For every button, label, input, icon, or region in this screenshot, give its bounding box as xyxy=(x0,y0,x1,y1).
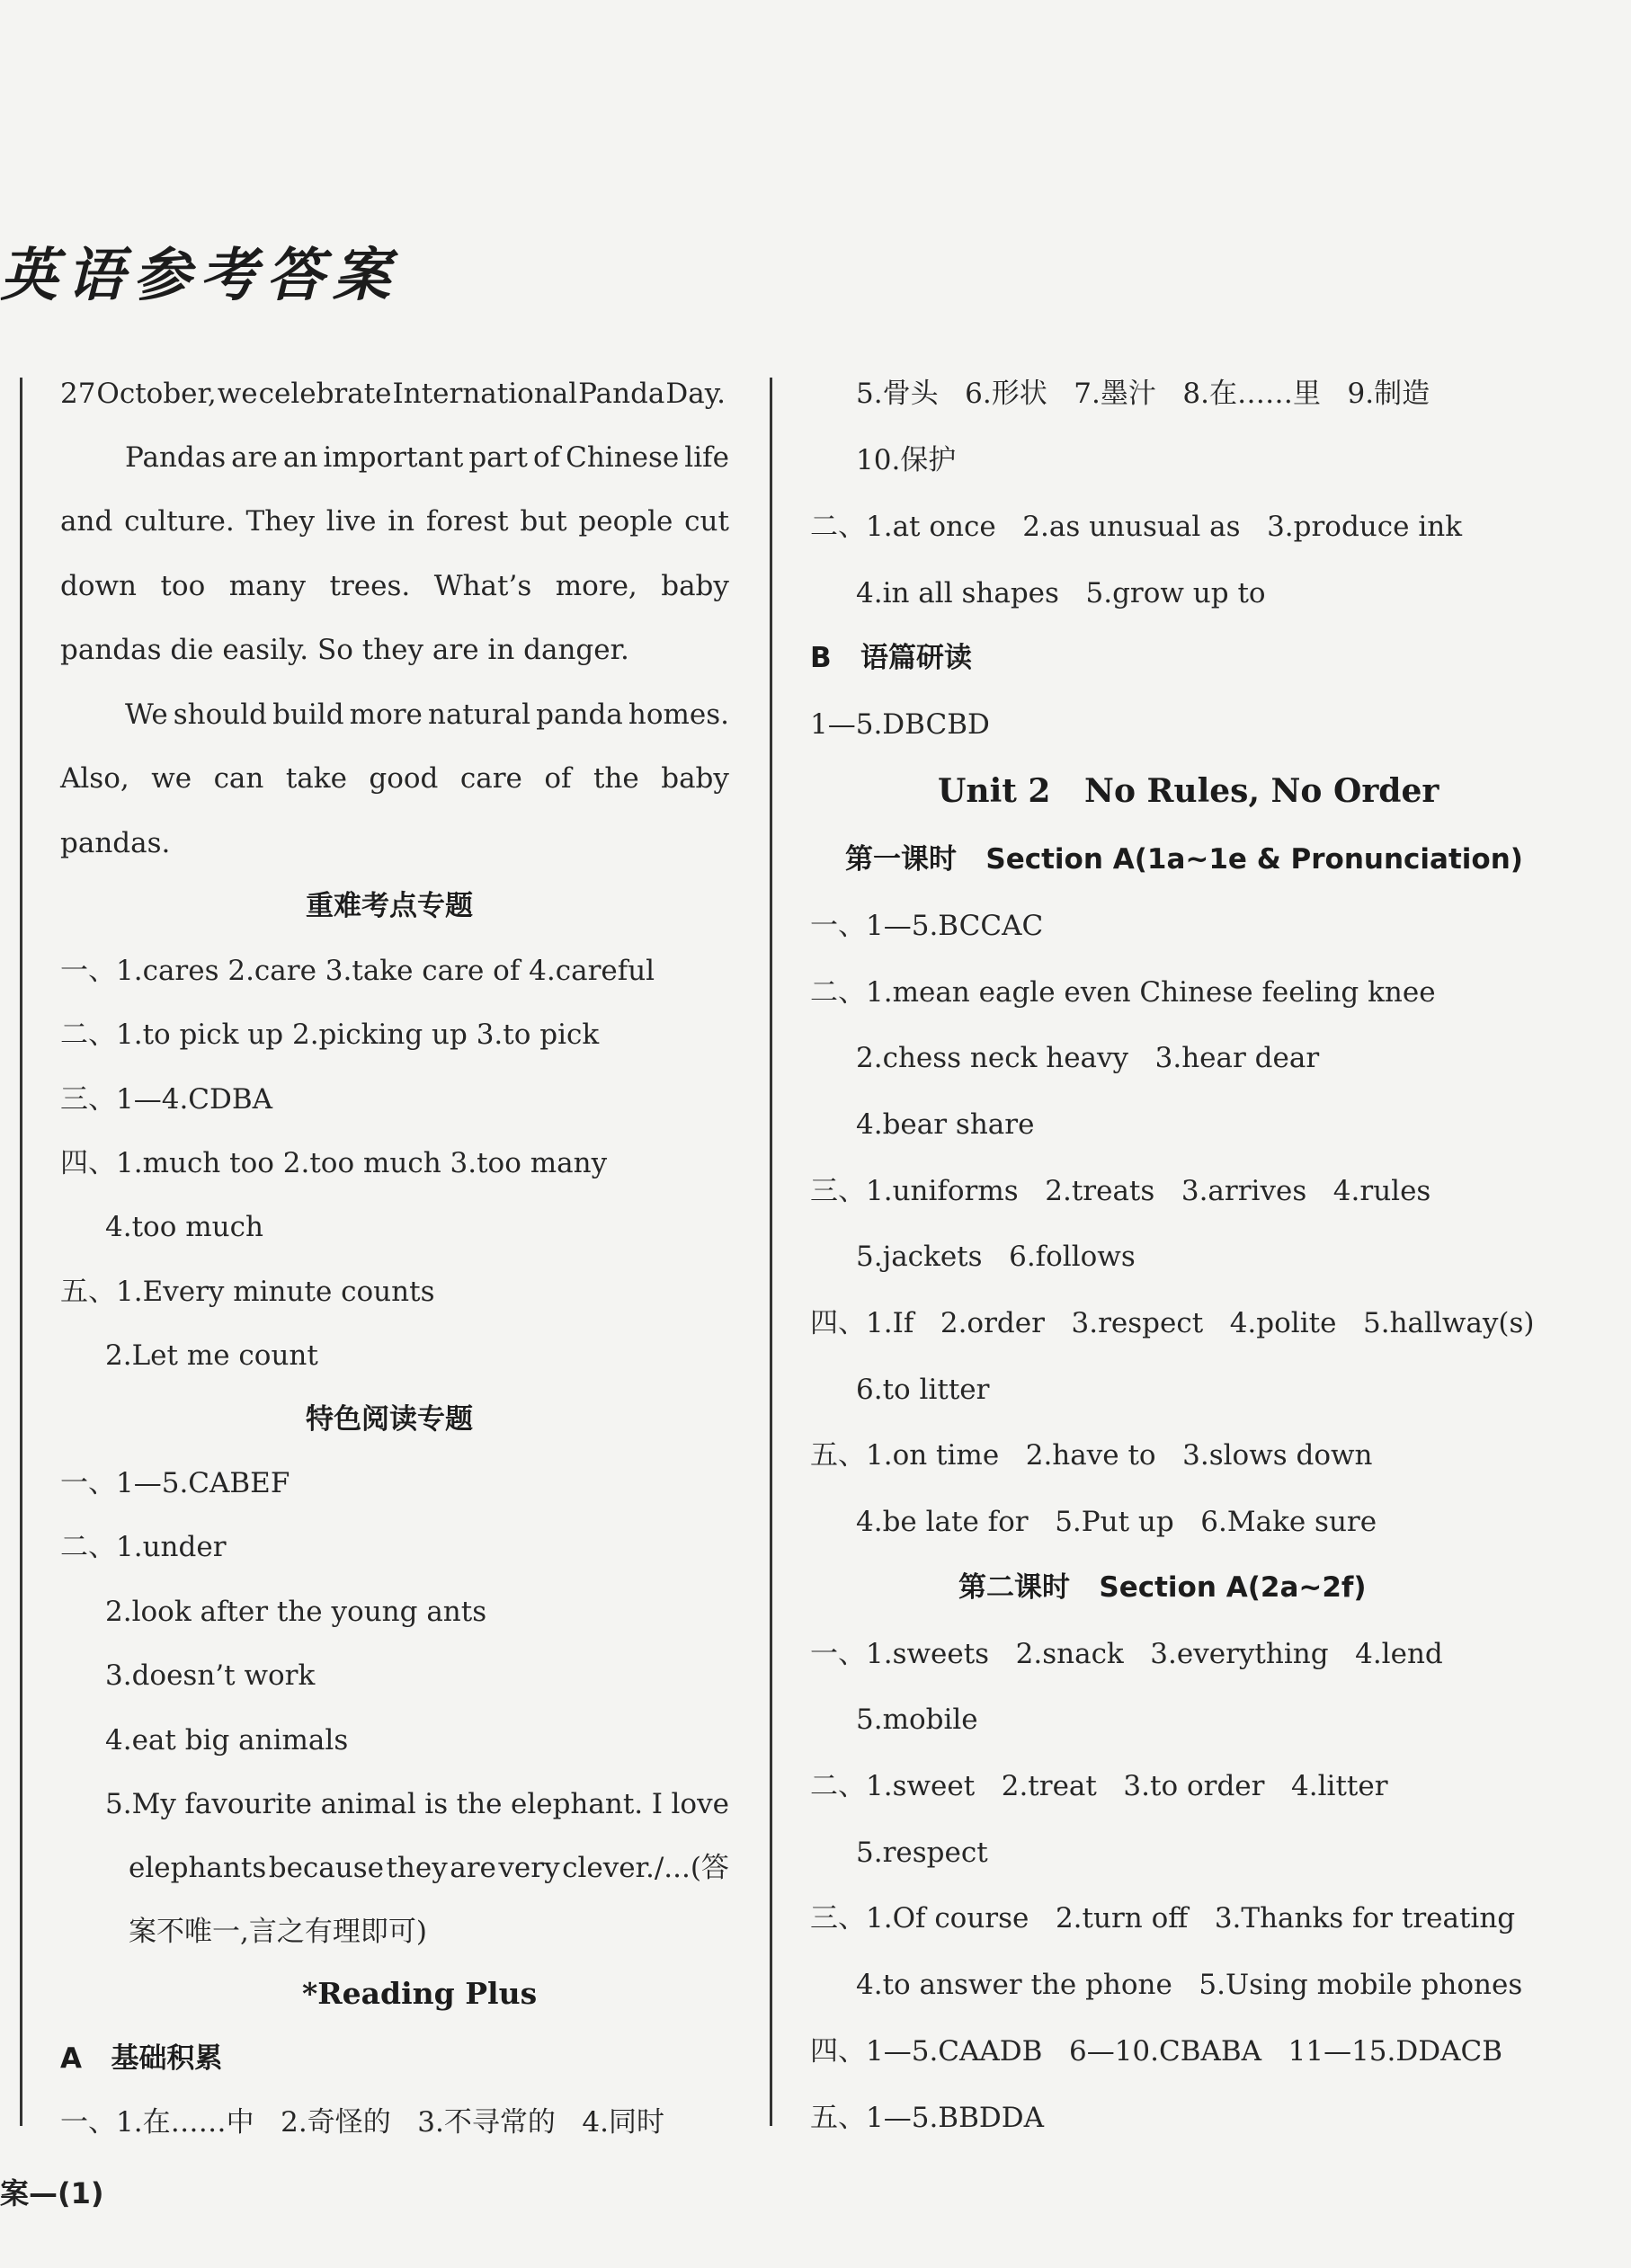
essay-line-7: Also, we can take good care of the baby xyxy=(60,762,729,795)
page-footer: 案—(1) xyxy=(0,2176,104,2210)
essay-line-6: We should build more natural panda homes. xyxy=(125,698,729,731)
answer-line: 5.respect xyxy=(856,1837,988,1869)
answer-line: 一、1.sweets 2.snack 3.everything 4.lend xyxy=(810,1638,1443,1670)
center-column-rule xyxy=(770,378,772,2126)
answer-line: 10.保护 xyxy=(856,444,957,476)
answer-line: 三、1—4.CDBA xyxy=(60,1083,273,1116)
answer-line: 5.骨头 6.形状 7.墨汁 8.在……里 9.制造 xyxy=(856,378,1430,410)
answer-line: 4.too much xyxy=(105,1211,263,1243)
answer-line: 4.in all shapes 5.grow up to xyxy=(856,577,1266,609)
answer-line: 2.look after the young ants xyxy=(105,1596,487,1628)
answer-line: 五、1—5.BBDDA xyxy=(810,2102,1044,2134)
answer-line: 6.to litter xyxy=(856,1374,990,1406)
answer-line: 2.Let me count xyxy=(105,1339,318,1372)
answer-line: 三、1.Of course 2.turn off 3.Thanks for treating xyxy=(810,1902,1516,1934)
answer-line: 一、1—5.CABEF xyxy=(60,1467,290,1499)
answer-line: 4.bear share xyxy=(856,1108,1035,1141)
lesson2-heading: 第二课时 Section A(2a~2f) xyxy=(958,1571,1367,1604)
essay-line-8: pandas. xyxy=(60,827,171,859)
essay-line-2: Pandas are an important part of Chinese life xyxy=(125,441,729,474)
lesson1-heading: 第一课时 Section A(1a~1e & Pronunciation) xyxy=(845,843,1523,876)
answer-line: 五、1.on time 2.have to 3.slows down xyxy=(810,1439,1373,1472)
section-a-heading: A 基础积累 xyxy=(60,2042,223,2075)
essay-line-5: pandas die easily. So they are in danger. xyxy=(60,634,629,666)
essay-line-4: down too many trees. What’s more, baby xyxy=(60,570,729,602)
answer-line: 4.eat big animals xyxy=(105,1724,349,1757)
answer-line: 四、1.much too 2.too much 3.too many xyxy=(60,1147,608,1179)
answer-line: 一、1.在……中 2.奇怪的 3.不寻常的 4.同时 xyxy=(60,2106,664,2139)
answer-line: 二、1.at once 2.as unusual as 3.produce ink xyxy=(810,511,1463,543)
answer-line: 4.to answer the phone 5.Using mobile phones xyxy=(856,1969,1523,2001)
section-b-heading: B 语篇研读 xyxy=(810,642,973,674)
answer-line: elephants because they are very clever./...(答 xyxy=(129,1852,729,1884)
reading-plus-heading: *Reading Plus xyxy=(302,1976,538,2011)
tese-heading: 特色阅读专题 xyxy=(306,1403,473,1436)
essay-line-1: 27 October, we celebrate International Panda Day. xyxy=(60,378,726,410)
answer-line: 三、1.uniforms 2.treats 3.arrives 4.rules xyxy=(810,1175,1431,1207)
answer-line: 二、1.to pick up 2.picking up 3.to pick xyxy=(60,1018,600,1051)
answer-line: 2.chess neck heavy 3.hear dear xyxy=(856,1042,1320,1074)
answer-line: 二、1.mean eagle even Chinese feeling knee xyxy=(810,976,1436,1009)
answer-line: 1—5.DBCBD xyxy=(810,708,990,741)
unit-title: Unit 2 No Rules, No Order xyxy=(938,772,1439,810)
answer-line: 4.be late for 5.Put up 6.Make sure xyxy=(856,1506,1377,1538)
zhongnan-heading: 重难考点专题 xyxy=(306,890,473,922)
answer-line: 5.My favourite animal is the elephant. I love xyxy=(105,1788,729,1820)
answer-line: 5.mobile xyxy=(856,1703,978,1736)
answer-line: 二、1.under xyxy=(60,1531,227,1563)
answer-line: 四、1.If 2.order 3.respect 4.polite 5.hallway(s) xyxy=(810,1307,1535,1339)
answer-line: 一、1—5.BCCAC xyxy=(810,910,1044,942)
left-column-rule xyxy=(20,378,22,2126)
answer-line: 二、1.sweet 2.treat 3.to order 4.litter xyxy=(810,1770,1388,1802)
essay-line-3: and culture. They live in forest but people cut xyxy=(60,505,729,538)
answer-line: 5.jackets 6.follows xyxy=(856,1241,1136,1273)
answer-line: 3.doesn’t work xyxy=(105,1659,316,1692)
answer-line: 一、1.cares 2.care 3.take care of 4.careful xyxy=(60,955,655,987)
page-title: 英语参考答案 xyxy=(0,243,399,309)
answer-line: 四、1—5.CAADB 6—10.CBABA 11—15.DDACB xyxy=(810,2035,1502,2068)
answer-line: 五、1.Every minute counts xyxy=(60,1276,435,1308)
answer-line: 案不唯一,言之有理即可) xyxy=(129,1916,427,1948)
